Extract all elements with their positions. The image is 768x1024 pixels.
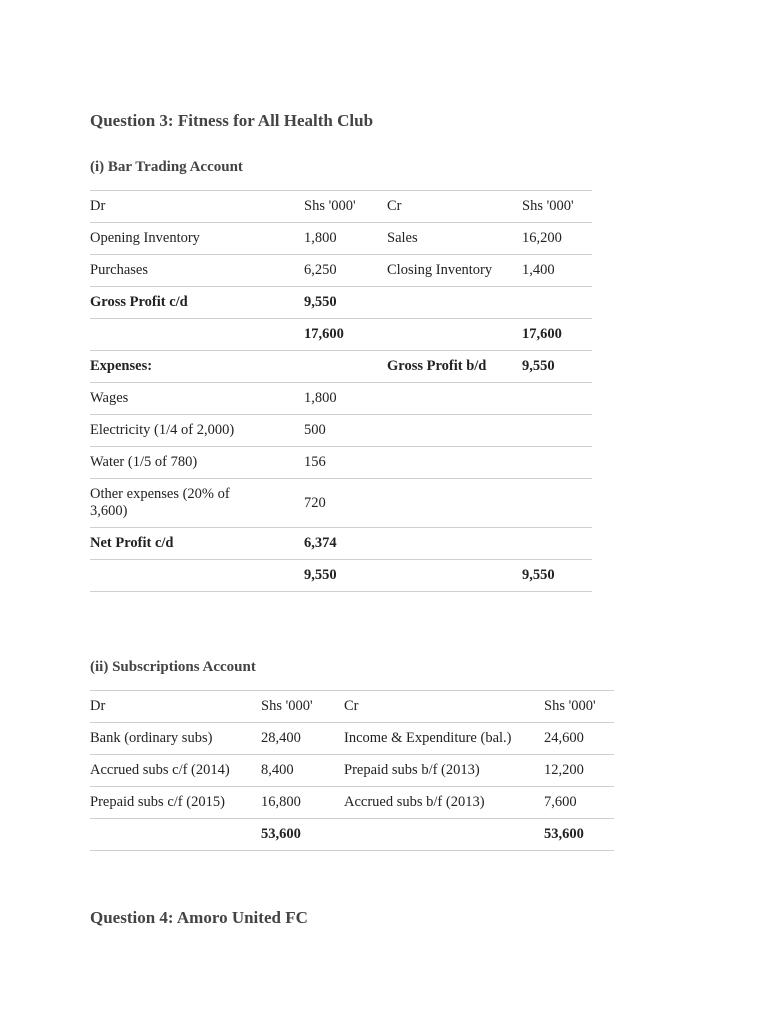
cr-total: 17,600 [522, 319, 592, 351]
dr-item [90, 319, 304, 351]
table-row [90, 223, 592, 255]
dr-amount [304, 351, 387, 383]
cr-amount-header: Shs '000' [544, 691, 614, 723]
dr-total: 17,600 [304, 319, 387, 351]
dr-amount: 1,800 [304, 383, 387, 415]
table-row [90, 319, 592, 351]
cr-item: Prepaid subs b/f (2013) [344, 755, 544, 787]
cr-item [387, 319, 522, 351]
table-row [90, 787, 614, 819]
subscriptions-account-heading: (ii) Subscriptions Account [90, 659, 256, 675]
cr-item [387, 447, 522, 479]
dr-amount: 8,400 [261, 755, 344, 787]
bar-trading-account-table [90, 190, 592, 592]
dr-amount: 6,250 [304, 255, 387, 287]
dr-item: Wages [90, 383, 304, 415]
dr-amount: 156 [304, 447, 387, 479]
dr-item: Water (1/5 of 780) [90, 447, 304, 479]
cr-amount [522, 383, 592, 415]
dr-item: Electricity (1/4 of 2,000) [90, 415, 304, 447]
cr-item [387, 560, 522, 592]
dr-amount: 1,800 [304, 223, 387, 255]
dr-amount: 6,374 [304, 528, 387, 560]
dr-item: Purchases [90, 255, 304, 287]
dr-amount-header: Shs '000' [304, 191, 387, 223]
dr-item: Prepaid subs c/f (2015) [90, 787, 261, 819]
dr-amount: 500 [304, 415, 387, 447]
dr-header: Dr [90, 691, 261, 723]
cr-item [344, 819, 544, 851]
table-row [90, 691, 614, 723]
dr-item: Opening Inventory [90, 223, 304, 255]
table-row [90, 528, 592, 560]
cr-header: Cr [387, 191, 522, 223]
cr-amount: 1,400 [522, 255, 592, 287]
cr-item [387, 383, 522, 415]
table-row [90, 415, 592, 447]
table-row [90, 479, 592, 528]
cr-item: Accrued subs b/f (2013) [344, 787, 544, 819]
cr-item: Closing Inventory [387, 255, 522, 287]
table-row [90, 287, 592, 319]
cr-item [387, 287, 522, 319]
dr-item: Net Profit c/d [90, 528, 304, 560]
dr-total: 53,600 [261, 819, 344, 851]
table-row [90, 723, 614, 755]
dr-amount: 16,800 [261, 787, 344, 819]
cr-amount: 16,200 [522, 223, 592, 255]
cr-item [387, 415, 522, 447]
cr-header: Cr [344, 691, 544, 723]
cr-amount [522, 447, 592, 479]
cr-item: Sales [387, 223, 522, 255]
cr-total: 53,600 [544, 819, 614, 851]
bar-trading-account-heading: (i) Bar Trading Account [90, 159, 243, 175]
dr-amount: 720 [304, 479, 387, 528]
question-3-heading: Question 3: Fitness for All Health Club [90, 111, 374, 130]
cr-amount [522, 479, 592, 528]
table-row [90, 383, 592, 415]
cr-amount: 9,550 [522, 351, 592, 383]
dr-item [90, 819, 261, 851]
dr-amount: 28,400 [261, 723, 344, 755]
dr-item: Other expenses (20% of 3,600) [90, 479, 304, 528]
dr-item: Expenses: [90, 351, 304, 383]
cr-amount-header: Shs '000' [522, 191, 592, 223]
table-row [90, 447, 592, 479]
cr-amount [522, 528, 592, 560]
subscriptions-account-table [90, 690, 614, 851]
cr-amount [522, 287, 592, 319]
question-4-heading: Question 4: Amoro United FC [90, 908, 308, 927]
cr-amount [522, 415, 592, 447]
cr-item [387, 528, 522, 560]
cr-item [387, 479, 522, 528]
cr-amount: 7,600 [544, 787, 614, 819]
cr-total: 9,550 [522, 560, 592, 592]
dr-amount: 9,550 [304, 287, 387, 319]
table-row [90, 560, 592, 592]
table-row [90, 191, 592, 223]
table-row [90, 351, 592, 383]
dr-item: Bank (ordinary subs) [90, 723, 261, 755]
table-row [90, 819, 614, 851]
dr-header: Dr [90, 191, 304, 223]
dr-item: Gross Profit c/d [90, 287, 304, 319]
dr-total: 9,550 [304, 560, 387, 592]
table-row [90, 755, 614, 787]
cr-amount: 12,200 [544, 755, 614, 787]
cr-item: Income & Expenditure (bal.) [344, 723, 544, 755]
cr-amount: 24,600 [544, 723, 614, 755]
dr-item: Accrued subs c/f (2014) [90, 755, 261, 787]
table-row [90, 255, 592, 287]
cr-item: Gross Profit b/d [387, 351, 522, 383]
dr-amount-header: Shs '000' [261, 691, 344, 723]
dr-item [90, 560, 304, 592]
